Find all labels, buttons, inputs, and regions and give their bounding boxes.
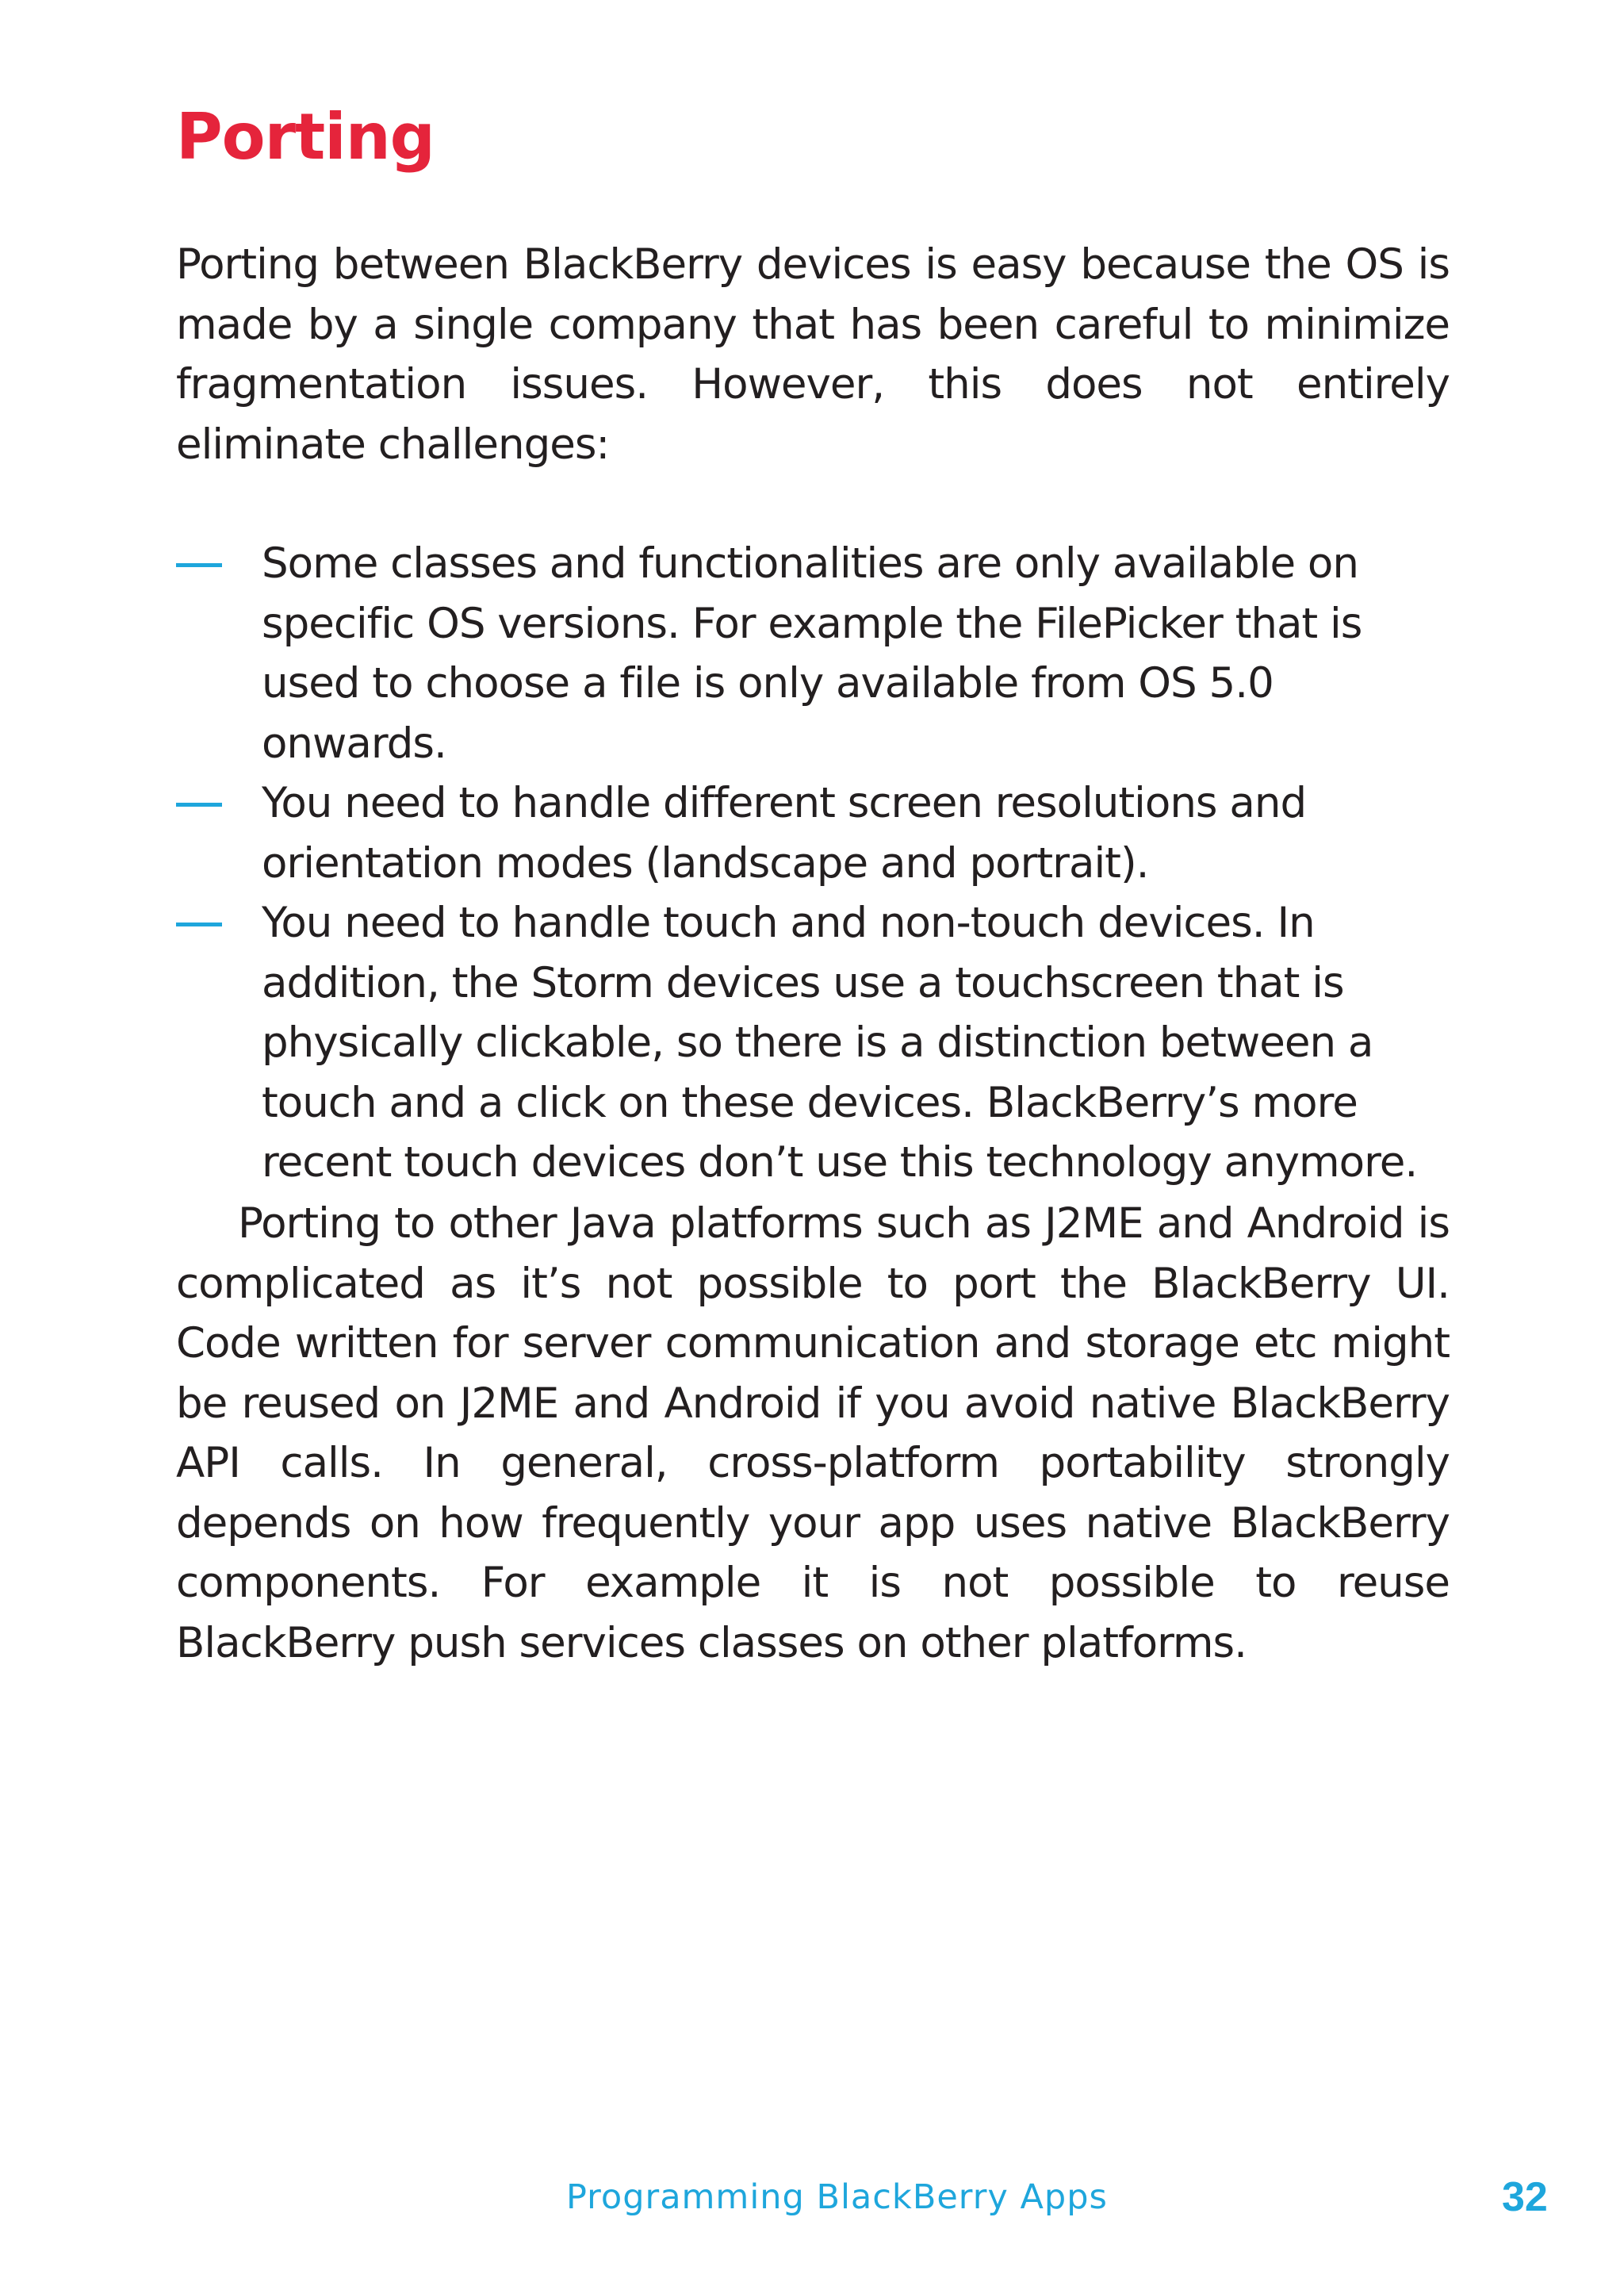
list-item-text: Some classes and functionalities are only available on specific OS versions. For example the FilePicker that is used to choose a file is only available from OS 5.0 onwards. — [262, 539, 1362, 768]
list-item-text: You need to handle touch and non-touch devices. In addition, the Storm devices use a touchscreen that is physically clickable, so there is a distinction between a touch and a click on these devices. BlackBerry’s more recent touch devices don’t use this technology anymore. — [262, 899, 1418, 1187]
list-item — [176, 534, 1450, 773]
page-number: 32 — [1502, 2174, 1548, 2220]
list-item-text: You need to handle different screen resolutions and orientation modes (landscape and portrait). — [262, 779, 1307, 888]
list-item — [176, 773, 1450, 893]
dash-bullet-icon — [176, 923, 222, 926]
challenge-list — [176, 534, 1450, 1193]
dash-bullet-icon — [176, 803, 222, 807]
footer-book-title: Programming BlackBerry Apps — [566, 2177, 1108, 2217]
intro-paragraph: Porting between BlackBerry devices is easy because the OS is made by a single company that has been careful to minimize fragmentation issues. However, this does not entirely eliminate challenges: — [176, 240, 1450, 469]
dash-bullet-icon — [176, 563, 222, 567]
closing-paragraph: Porting to other Java platforms such as J2ME and Android is complicated as it’s not possible to port the BlackBerry UI. Code written for server communication and storage etc might be reused on J2ME and Android if you avoid native BlackBerry API calls. In general, cross-platform portability strongly depends on how frequently your app uses native BlackBerry components. For example it is not possible to reuse BlackBerry push services classes on other platforms. — [176, 1199, 1450, 1667]
list-item — [176, 893, 1450, 1193]
section-heading: Porting — [176, 100, 435, 174]
